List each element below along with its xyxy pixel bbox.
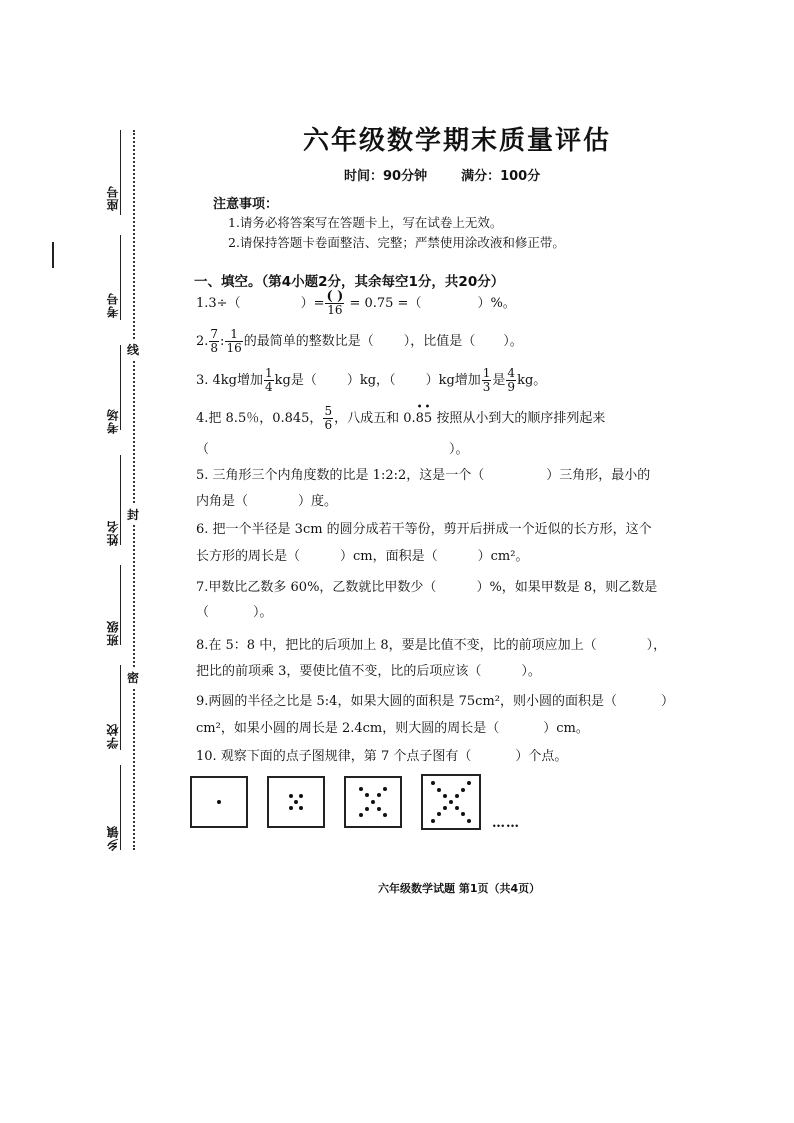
- field-exam-room-line: [120, 345, 121, 430]
- q2-f2-num: 1: [225, 328, 242, 342]
- dot: [365, 807, 369, 811]
- field-class-line: [120, 565, 121, 645]
- margin-mark: [52, 242, 54, 268]
- question-5: [196, 464, 650, 483]
- q1-fraction: [325, 290, 344, 317]
- q3-text-f: kg。: [517, 373, 547, 388]
- section-heading: 一、填空。（第4小题2分，其余每空1分，共20分）: [194, 274, 505, 290]
- q8-line1-b: ），: [646, 638, 667, 653]
- dot: [371, 800, 375, 804]
- q5-line1-b: ）三角形，最小的: [546, 468, 651, 483]
- dot: [455, 806, 459, 810]
- q2-f1-num: 7: [210, 327, 219, 341]
- dot-pattern-3: [344, 776, 402, 828]
- q2-text-a: 2.: [196, 334, 209, 349]
- seal-char-feng: 封: [127, 505, 139, 524]
- q9-line1-a: 9.两圆的半径之比是 5:4，如果大圆的面积是 75cm²，则小圆的面积是（: [196, 694, 617, 709]
- field-exam-number-line: [120, 235, 121, 320]
- field-school-label: 学校: [106, 723, 120, 749]
- dot: [217, 800, 221, 804]
- dot: [383, 813, 387, 817]
- q8-line2-b: ）。: [521, 664, 541, 679]
- q3-f1-num: 1: [265, 366, 273, 380]
- question-8: [196, 634, 666, 653]
- notice-item-1: 1.请务必将答案写在答题卡上，写在试卷上无效。: [228, 215, 503, 230]
- dot: [461, 812, 465, 816]
- q3-f2-den: 3: [482, 380, 491, 394]
- field-class-label: 班级: [106, 620, 120, 646]
- seal-char-xian: 线: [127, 340, 139, 359]
- question-8-line2: [196, 660, 541, 679]
- question-5-line2: [196, 490, 337, 509]
- q6-line1: 6. 把一个半径是 3cm 的圆分成若干等份，剪开后拼成一个近似的长方形，这个: [196, 522, 652, 537]
- q5-line2-b: ）度。: [298, 494, 338, 509]
- q3-f3-den: 9: [507, 380, 516, 394]
- q4-line2-a: （: [196, 442, 210, 457]
- q10-text-b: ）个点。: [515, 749, 568, 764]
- q4-repeating: [415, 402, 433, 426]
- field-seat-label: 座号: [106, 185, 120, 211]
- field-school-line: [120, 665, 121, 750]
- dot-pattern-2: [267, 776, 325, 828]
- q6-line2-a: 长方形的周长是（: [196, 549, 301, 564]
- dot-pattern-4: [421, 774, 481, 830]
- q4-frac-num: 5: [324, 404, 333, 418]
- q2-f1-den: 8: [210, 341, 219, 355]
- dot: [299, 794, 303, 798]
- dot: [443, 806, 447, 810]
- dot: [365, 793, 369, 797]
- dot: [289, 794, 293, 798]
- binding-dotted-line: [133, 130, 135, 850]
- q2-fraction-1: [209, 328, 219, 355]
- q3-f2-num: 1: [482, 366, 491, 380]
- q3-text-d: ）kg增加: [425, 373, 481, 388]
- field-township-line: [120, 765, 121, 850]
- q6-line2-c: ）cm²。: [477, 549, 529, 564]
- question-6: [196, 518, 652, 537]
- q5-line2-a: 内角是（: [196, 494, 249, 509]
- q4-repeat-dots: ••: [416, 402, 433, 413]
- question-7-line2: [196, 601, 273, 620]
- dot: [461, 788, 465, 792]
- q1-frac-num: ( ): [326, 289, 344, 304]
- field-exam-room-label: 考场: [106, 408, 120, 434]
- q9-line2-a: cm²，如果小圆的周长是 2.4cm，则大圆的周长是（: [196, 721, 500, 736]
- q1-frac-den: 16: [327, 303, 343, 317]
- dot: [455, 794, 459, 798]
- dot: [383, 787, 387, 791]
- q3-f1-den: 4: [265, 380, 273, 394]
- dot: [443, 794, 447, 798]
- dot: [431, 819, 435, 823]
- question-7: [196, 576, 657, 595]
- q2-text-d: ）。: [503, 334, 523, 349]
- q1-text-d: ）%。: [477, 296, 516, 311]
- q3-text-b: kg是（: [274, 373, 317, 388]
- page-footer: 六年级数学试题 第1页（共4页）: [378, 882, 541, 895]
- q2-f2-den: 16: [226, 341, 242, 355]
- q4-text-b: ，八成五和 0.: [334, 411, 416, 426]
- question-9: [196, 690, 674, 709]
- field-name-line: [120, 455, 121, 545]
- pattern-ellipsis: ……: [492, 816, 520, 831]
- q2-text-c: ），比值是（: [403, 334, 476, 349]
- question-9-line2: [196, 717, 589, 736]
- q4-text-a: 4.把 8.5％，0.845，: [196, 411, 323, 426]
- exam-time: 时间：90分钟: [344, 169, 428, 184]
- q1-text-a: 1.3÷（: [196, 296, 241, 311]
- q9-line2-b: ）cm。: [543, 721, 589, 736]
- q2-colon: :: [220, 334, 225, 349]
- q9-line1-b: ）: [660, 694, 674, 709]
- question-1: [196, 290, 516, 317]
- notice-item-2: 2.请保持答题卡卷面整洁、完整；严禁使用涂改液和修正带。: [228, 235, 565, 250]
- q1-text-b: ）=: [300, 296, 325, 311]
- q10-text-a: 10. 观察下面的点子图规律，第 7 个点子图有（: [196, 749, 472, 764]
- q7-line1-b: ）%，如果甲数是 8，则乙数是: [476, 580, 658, 595]
- exam-score: 满分：100分: [461, 169, 541, 184]
- dot: [437, 812, 441, 816]
- q5-line1-a: 5. 三角形三个内角度数的比是 1:2:2，这是一个（: [196, 468, 485, 483]
- dot: [299, 806, 303, 810]
- exam-info: [344, 165, 574, 184]
- q3-text-e: 是: [492, 373, 506, 388]
- dot: [467, 819, 471, 823]
- q8-line1-a: 8.在 5：8 中，把比的后项加上 8，要是比值不变，比的前项应加上（: [196, 638, 597, 653]
- question-4-line2: [196, 438, 469, 457]
- q3-text-a: 3. 4kg增加: [196, 373, 264, 388]
- question-3: [196, 367, 546, 394]
- dot: [359, 787, 363, 791]
- dot: [294, 800, 298, 804]
- dot: [467, 781, 471, 785]
- q4-frac-den: 6: [324, 418, 333, 432]
- q3-text-c: ）kg，（: [346, 373, 396, 388]
- field-township-label: 乡镇: [106, 825, 120, 851]
- question-10: [196, 745, 567, 764]
- dot: [359, 813, 363, 817]
- dot: [377, 807, 381, 811]
- question-4: [196, 402, 606, 432]
- q3-fraction-2: [482, 367, 492, 394]
- q7-line1-a: 7.甲数比乙数多 60%，乙数就比甲数少（: [196, 580, 437, 595]
- q4-text-c: 按照从小到大的顺序排列起来: [436, 411, 606, 426]
- seal-char-mi: 密: [127, 668, 139, 687]
- q3-f3-num: 4: [507, 366, 516, 380]
- dot: [377, 793, 381, 797]
- dot: [449, 800, 453, 804]
- q7-line2-a: （: [196, 605, 210, 620]
- q4-fraction: [323, 405, 333, 432]
- q8-line2-a: 把比的前项乘 3，要使比值不变，比的后项应该（: [196, 664, 482, 679]
- dot: [437, 788, 441, 792]
- dot: [289, 806, 293, 810]
- field-exam-number-label: 考号: [106, 292, 120, 318]
- q4-repeating-digits: 85: [415, 411, 433, 426]
- question-2: [196, 328, 523, 355]
- page-title: 六年级数学期末质量评估: [302, 126, 611, 156]
- q1-text-c: = 0.75 =（: [349, 296, 422, 311]
- dot-pattern-1: [190, 776, 248, 828]
- notice-heading: 注意事项：: [213, 197, 279, 212]
- question-6-line2: [196, 545, 528, 564]
- q3-fraction-3: [506, 367, 516, 394]
- q2-fraction-2: [225, 328, 242, 355]
- dot: [431, 781, 435, 785]
- q7-line2-b: ）。: [253, 605, 273, 620]
- field-name-label: 姓名: [106, 520, 120, 546]
- q3-fraction-1: [264, 367, 274, 394]
- q6-line2-b: ）cm，面积是（: [340, 549, 438, 564]
- q2-text-b: 的最简单的整数比是（: [243, 334, 374, 349]
- q4-line2-b: ）。: [449, 442, 469, 457]
